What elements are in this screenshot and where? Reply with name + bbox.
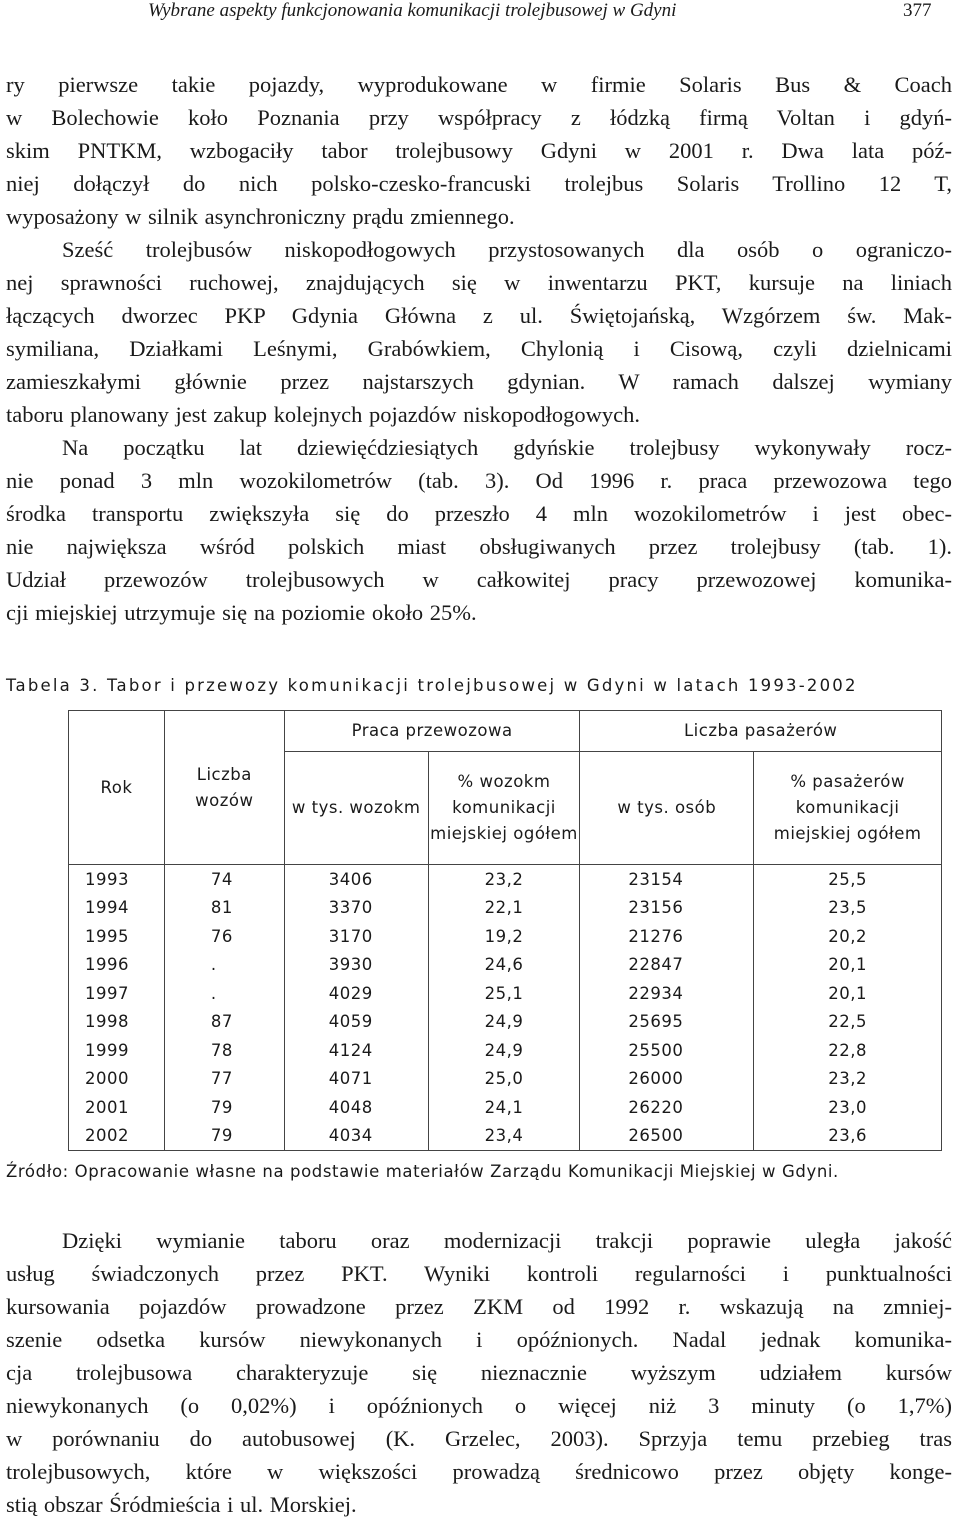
table-cell-pass: 25500 xyxy=(580,1036,754,1065)
table-row xyxy=(69,951,942,980)
header-row xyxy=(69,711,942,752)
table-cell-vkm: 4071 xyxy=(284,1065,428,1094)
text-line: trolejbusowych, które w większości prowadzą średnicowo przez objęty konge- xyxy=(6,1459,952,1484)
table-row xyxy=(69,1065,942,1094)
table-cell-year: 1999 xyxy=(69,1036,165,1065)
table-cell-vkm: 3170 xyxy=(284,922,428,951)
text-line: zamieszkałymi głównie przez najstarszych gdynian. W ramach dalszej wymiany xyxy=(6,369,952,394)
table-cell-pass-pct: 20,1 xyxy=(754,979,942,1008)
table-cell-pass-pct: 20,1 xyxy=(754,951,942,980)
text-line: nie największa wśród polskich miast obsługiwanych przez trolejbusy (tab. 1). xyxy=(6,534,952,559)
table-cell-year: 1993 xyxy=(69,865,165,894)
table-cell-pass: 26000 xyxy=(580,1065,754,1094)
text-line: niej dołączył do nich polsko-czesko-francuski trolejbus Solaris Trollino 12 T, xyxy=(6,171,952,196)
table-cell-vehicles: 81 xyxy=(164,894,284,923)
closing-paragraph xyxy=(6,1224,952,1521)
table-cell-vkm: 4034 xyxy=(284,1122,428,1151)
table-cell-pass: 23154 xyxy=(580,865,754,894)
table-cell-pass: 21276 xyxy=(580,922,754,951)
table-cell-vehicles: 74 xyxy=(164,865,284,894)
table-cell-pass-pct: 25,5 xyxy=(754,865,942,894)
table-cell-pass-pct: 23,0 xyxy=(754,1093,942,1122)
page-number: 377 xyxy=(903,0,932,21)
text-line: kursowania pojazdów prowadzone przez ZKM od 1992 r. wskazują na zmniej- xyxy=(6,1294,952,1319)
table-row xyxy=(69,1122,942,1151)
table-cell-pass-pct: 23,6 xyxy=(754,1122,942,1151)
text-line: Sześć trolejbusów niskopodłogowych przystosowanych dla osób o ograniczo- xyxy=(62,237,952,262)
col-header-vkm-pct: % wozokm komunikacji miejskiej ogółem xyxy=(428,752,580,865)
table-row xyxy=(69,979,942,1008)
text-line: łączących dworzec PKP Gdynia Główna z ul. Świętojańską, Wzgórzem św. Mak- xyxy=(6,303,952,328)
text-line: usług świadczonych przez PKT. Wyniki kontroli regularności i punktualności xyxy=(6,1261,952,1286)
table-cell-year: 2000 xyxy=(69,1065,165,1094)
table-cell-pass-pct: 23,5 xyxy=(754,894,942,923)
intro-paragraphs xyxy=(6,68,952,629)
table-cell-year: 1994 xyxy=(69,894,165,923)
text-line: Dzięki wymianie taboru oraz modernizacji trakcji poprawie uległa jakość xyxy=(62,1228,952,1253)
text-line: Udział przewozów trolejbusowych w całkowitej pracy przewozowej komunika- xyxy=(6,567,952,592)
table-cell-year: 1995 xyxy=(69,922,165,951)
table-cell-year: 2001 xyxy=(69,1093,165,1122)
table-cell-vehicles: 78 xyxy=(164,1036,284,1065)
table-cell-pass: 22934 xyxy=(580,979,754,1008)
col-header-year: Rok xyxy=(69,711,165,865)
text-line: stią obszar Śródmieścia i ul. Morskiej. xyxy=(6,1492,357,1517)
table-cell-vkm: 4124 xyxy=(284,1036,428,1065)
table-cell-vkm-pct: 25,1 xyxy=(428,979,580,1008)
col-header-vehicles: Liczba wozów xyxy=(164,711,284,865)
col-header-transport-work: Praca przewozowa xyxy=(284,711,580,752)
table-cell-year: 1998 xyxy=(69,1008,165,1037)
text-line: niewykonanych (o 0,02%) i opóźnionych o więcej niż 3 minuty (o 1,7%) xyxy=(6,1393,952,1418)
table-cell-pass-pct: 23,2 xyxy=(754,1065,942,1094)
table-cell-vkm-pct: 24,9 xyxy=(428,1008,580,1037)
table-row xyxy=(69,865,942,894)
table-row xyxy=(69,1008,942,1037)
col-header-passengers: Liczba pasażerów xyxy=(580,711,942,752)
col-header-pass: w tys. osób xyxy=(580,752,754,865)
table-cell-vkm: 4048 xyxy=(284,1093,428,1122)
table-cell-vehicles: 87 xyxy=(164,1008,284,1037)
table-cell-vkm: 4059 xyxy=(284,1008,428,1037)
table-cell-vehicles: 76 xyxy=(164,922,284,951)
table-cell-vehicles: . xyxy=(164,951,284,980)
table-cell-vehicles: 79 xyxy=(164,1122,284,1151)
text-line: Na początku lat dziewięćdziesiątych gdyńskie trolejbusy wykonywały rocz- xyxy=(62,435,952,460)
table-body xyxy=(69,865,942,1151)
table-cell-vkm-pct: 23,4 xyxy=(428,1122,580,1151)
table-cell-year: 2002 xyxy=(69,1122,165,1151)
running-header xyxy=(0,0,960,28)
table-cell-vkm-pct: 24,6 xyxy=(428,951,580,980)
col-header-pass-pct: % pasażerów komunikacji miejskiej ogółem xyxy=(754,752,942,865)
table-cell-vkm-pct: 19,2 xyxy=(428,922,580,951)
table-cell-pass-pct: 22,8 xyxy=(754,1036,942,1065)
table-cell-vkm-pct: 24,9 xyxy=(428,1036,580,1065)
text-line: środka transportu zwiększyła się do przeszło 4 mln wozokilometrów i jest obec- xyxy=(6,501,952,526)
text-line: ry pierwsze takie pojazdy, wyprodukowane w firmie Solaris Bus & Coach xyxy=(6,72,952,97)
table-row xyxy=(69,1093,942,1122)
text-line: cja trolejbusowa charakteryzuje się nieznacznie wyższym udziałem kursów xyxy=(6,1360,952,1385)
table-cell-vkm-pct: 22,1 xyxy=(428,894,580,923)
table-cell-pass: 26500 xyxy=(580,1122,754,1151)
table-cell-pass-pct: 20,2 xyxy=(754,922,942,951)
table-cell-vkm: 3930 xyxy=(284,951,428,980)
col-header-vkm: w tys. wozokm xyxy=(284,752,428,865)
table-cell-vkm-pct: 24,1 xyxy=(428,1093,580,1122)
data-table xyxy=(68,710,942,1151)
text-line: skim PNTKM, wzbogaciły tabor trolejbusowy Gdyni w 2001 r. Dwa lata póź- xyxy=(6,138,952,163)
table-cell-vehicles: . xyxy=(164,979,284,1008)
text-line: wyposażony w silnik asynchroniczny prądu zmiennego. xyxy=(6,204,515,229)
text-line: symiliana, Działkami Leśnymi, Grabówkiem, Chylonią i Cisową, czyli dzielnicami xyxy=(6,336,952,361)
table-cell-pass-pct: 22,5 xyxy=(754,1008,942,1037)
text-line: szenie odsetka kursów niewykonanych i opóźnionych. Nadal jednak komunika- xyxy=(6,1327,952,1352)
table-cell-vkm: 4029 xyxy=(284,979,428,1008)
table-cell-vkm-pct: 23,2 xyxy=(428,865,580,894)
table-row xyxy=(69,894,942,923)
table-cell-pass: 22847 xyxy=(580,951,754,980)
table-cell-vehicles: 79 xyxy=(164,1093,284,1122)
text-line: w Bolechowie koło Poznania przy współpracy z łódzką firmą Voltan i gdyń- xyxy=(6,105,952,130)
table-cell-vkm: 3406 xyxy=(284,865,428,894)
text-line: nej sprawności ruchowej, znajdujących się w inwentarzu PKT, kursuje na liniach xyxy=(6,270,952,295)
running-title: Wybrane aspekty funkcjonowania komunikacji trolejbusowej w Gdyni xyxy=(148,0,677,21)
table-row xyxy=(69,1036,942,1065)
table-row xyxy=(69,922,942,951)
table-cell-pass: 23156 xyxy=(580,894,754,923)
table-cell-pass: 26220 xyxy=(580,1093,754,1122)
table-cell-year: 1997 xyxy=(69,979,165,1008)
table-caption: Tabela 3. Tabor i przewozy komunikacji trolejbusowej w Gdyni w latach 1993-2002 xyxy=(6,676,858,695)
table-cell-year: 1996 xyxy=(69,951,165,980)
table-cell-pass: 25695 xyxy=(580,1008,754,1037)
table-cell-vkm-pct: 25,0 xyxy=(428,1065,580,1094)
text-line: taboru planowany jest zakup kolejnych pojazdów niskopodłogowych. xyxy=(6,402,640,427)
table-cell-vkm: 3370 xyxy=(284,894,428,923)
text-line: cji miejskiej utrzymuje się na poziomie około 25%. xyxy=(6,600,477,625)
table-cell-vehicles: 77 xyxy=(164,1065,284,1094)
table-source: Źródło: Opracowanie własne na podstawie materiałów Zarządu Komunikacji Miejskiej w Gdyni. xyxy=(6,1162,839,1181)
text-line: nie ponad 3 mln wozokilometrów (tab. 3). Od 1996 r. praca przewozowa tego xyxy=(6,468,952,493)
text-line: w porównaniu do autobusowej (K. Grzelec, 2003). Sprzyja temu przebieg tras xyxy=(6,1426,952,1451)
